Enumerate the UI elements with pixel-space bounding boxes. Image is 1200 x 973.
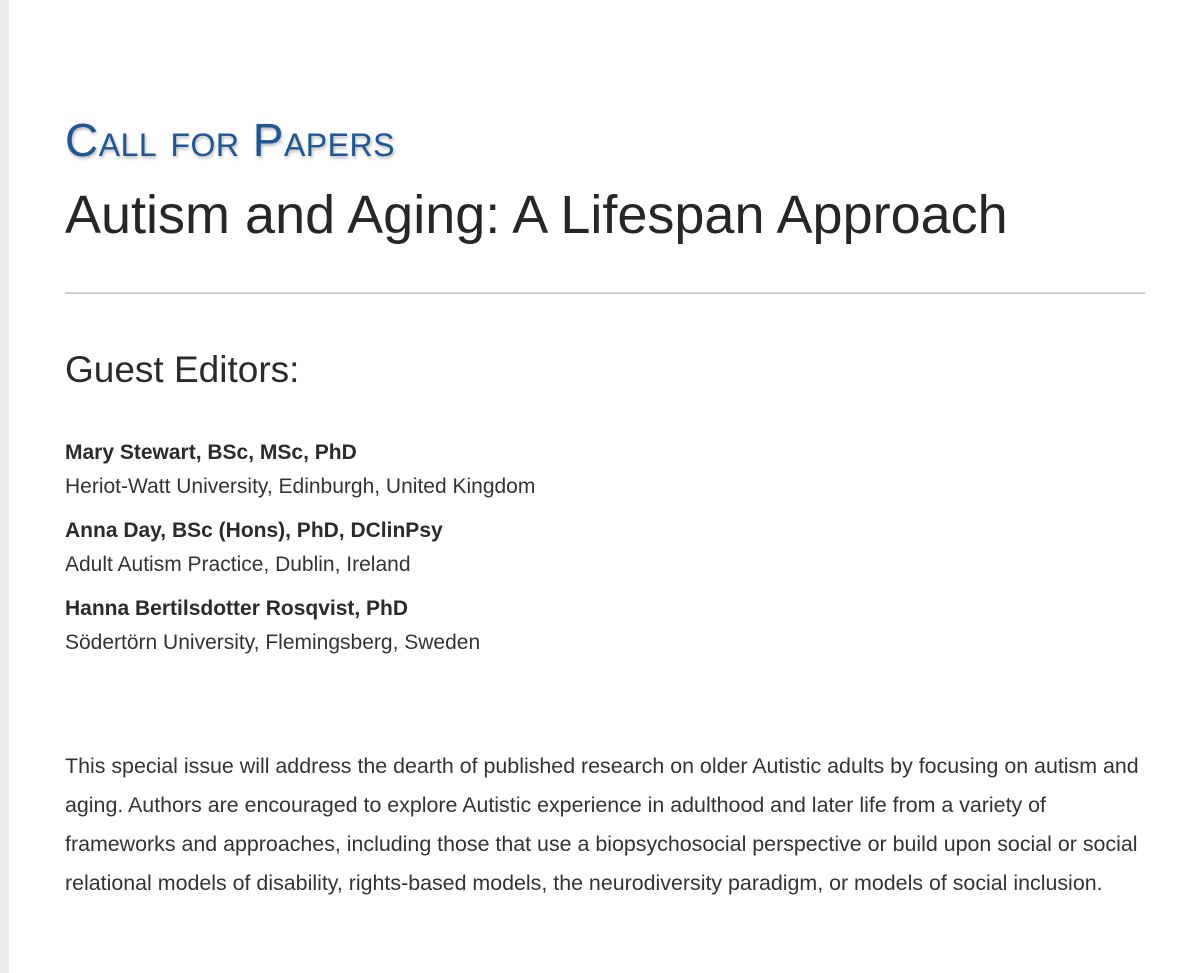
left-margin-bar <box>0 0 9 973</box>
page-title: Autism and Aging: A Lifespan Approach <box>65 185 1008 245</box>
editor-entry <box>65 514 535 582</box>
editor-entry <box>65 592 535 660</box>
editor-affiliation: Heriot-Watt University, Edinburgh, United Kingdom <box>65 475 536 498</box>
call-for-papers-kicker: Call for Papers <box>65 114 395 166</box>
editor-affiliation: Södertörn University, Flemingsberg, Sweden <box>65 631 481 654</box>
editor-affiliation: Adult Autism Practice, Dublin, Ireland <box>65 553 411 576</box>
editor-entry <box>65 436 535 504</box>
editor-name: Hanna Bertilsdotter Rosqvist, PhD <box>65 597 409 620</box>
guest-editors-heading: Guest Editors: <box>65 349 300 390</box>
editor-name: Anna Day, BSc (Hons), PhD, DClinPsy <box>65 519 443 542</box>
guest-editors-list <box>65 436 535 670</box>
editor-name: Mary Stewart, BSc, MSc, PhD <box>65 441 357 464</box>
section-divider <box>65 292 1145 294</box>
special-issue-description: This special issue will address the dearth of published research on older Autistic adults by focusing on autism and aging. Authors are encouraged to explore Autistic experience in adulthood and later life from a variety of frameworks and approaches, including those that use a biopsychosocial perspective or build upon social or social relational models of disability, rights-based models, the neurodiversity paradigm, or models of social inclusion. <box>65 754 1139 895</box>
